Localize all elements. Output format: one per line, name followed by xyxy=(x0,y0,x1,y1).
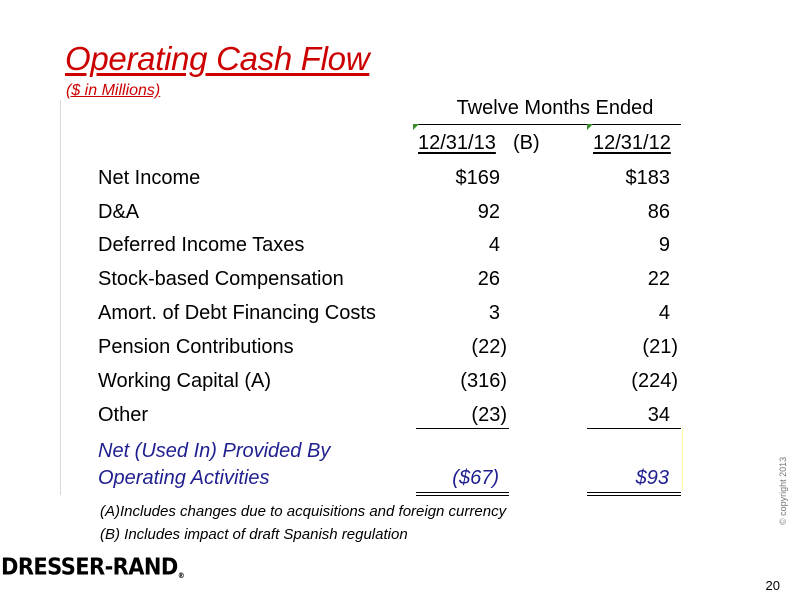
copyright-text: © copyright 2013 xyxy=(778,456,788,525)
total-double-rule-2013-b xyxy=(416,495,509,496)
row-value-2012: $183 xyxy=(625,167,670,189)
row-value-2012: 9 xyxy=(658,234,670,256)
row-label: Working Capital (A) xyxy=(98,370,272,392)
row-value-2013: 3 xyxy=(488,302,500,324)
subtotal-rule-2013 xyxy=(416,428,509,429)
row-value-2012: (21) xyxy=(642,336,678,358)
row-value-2013: (316) xyxy=(460,370,507,392)
row-value-2013: (23) xyxy=(471,404,507,426)
row-label: Deferred Income Taxes xyxy=(98,234,305,256)
footnote-a: (A)Includes changes due to acquisitions and foreign currency xyxy=(100,503,507,520)
row-value-2013: 4 xyxy=(488,234,500,256)
row-value-2012: 86 xyxy=(647,201,670,223)
page-number: 20 xyxy=(765,578,780,593)
total-double-rule-2012-b xyxy=(587,495,681,496)
company-logo: DRESSER-RAND® xyxy=(1,553,185,581)
slide-title: Operating Cash Flow xyxy=(65,40,370,77)
total-label-line1: Net (Used In) Provided By xyxy=(98,440,331,462)
row-value-2013: 92 xyxy=(477,201,500,223)
column-header-2012: 12/31/12 xyxy=(593,132,671,154)
row-value-2012: 34 xyxy=(647,404,670,426)
slide-subtitle: ($ in Millions) xyxy=(66,82,161,99)
total-double-rule-2013-a xyxy=(416,492,509,493)
row-value-2013: 26 xyxy=(477,268,500,290)
period-header-rule xyxy=(413,124,681,125)
period-marker-left xyxy=(413,124,419,130)
total-value-2013: ($67) xyxy=(452,467,499,489)
row-label: Stock-based Compensation xyxy=(98,268,344,290)
total-label-line2: Operating Activities xyxy=(98,467,270,489)
frame-left-border xyxy=(60,100,61,495)
row-label: Pension Contributions xyxy=(98,336,294,358)
row-value-2012: 22 xyxy=(647,268,670,290)
footnote-b: (B) Includes impact of draft Spanish regulation xyxy=(100,526,408,543)
column-header-2013-note: (B) xyxy=(513,132,540,154)
row-value-2012: 4 xyxy=(658,302,670,324)
column-header-2013: 12/31/13 xyxy=(418,132,496,154)
period-marker-right xyxy=(587,124,593,130)
row-value-2012: (224) xyxy=(631,370,678,392)
total-double-rule-2012-a xyxy=(587,492,681,493)
subtotal-rule-2012 xyxy=(587,428,681,429)
row-label: D&A xyxy=(98,201,140,223)
row-value-2013: $169 xyxy=(455,167,500,189)
period-header: Twelve Months Ended xyxy=(456,97,654,119)
frame-right-highlight xyxy=(682,428,683,490)
row-label: Other xyxy=(98,404,149,426)
row-label: Amort. of Debt Financing Costs xyxy=(98,302,376,324)
total-value-2012: $93 xyxy=(635,467,669,489)
row-label: Net Income xyxy=(98,167,201,189)
row-value-2013: (22) xyxy=(471,336,507,358)
